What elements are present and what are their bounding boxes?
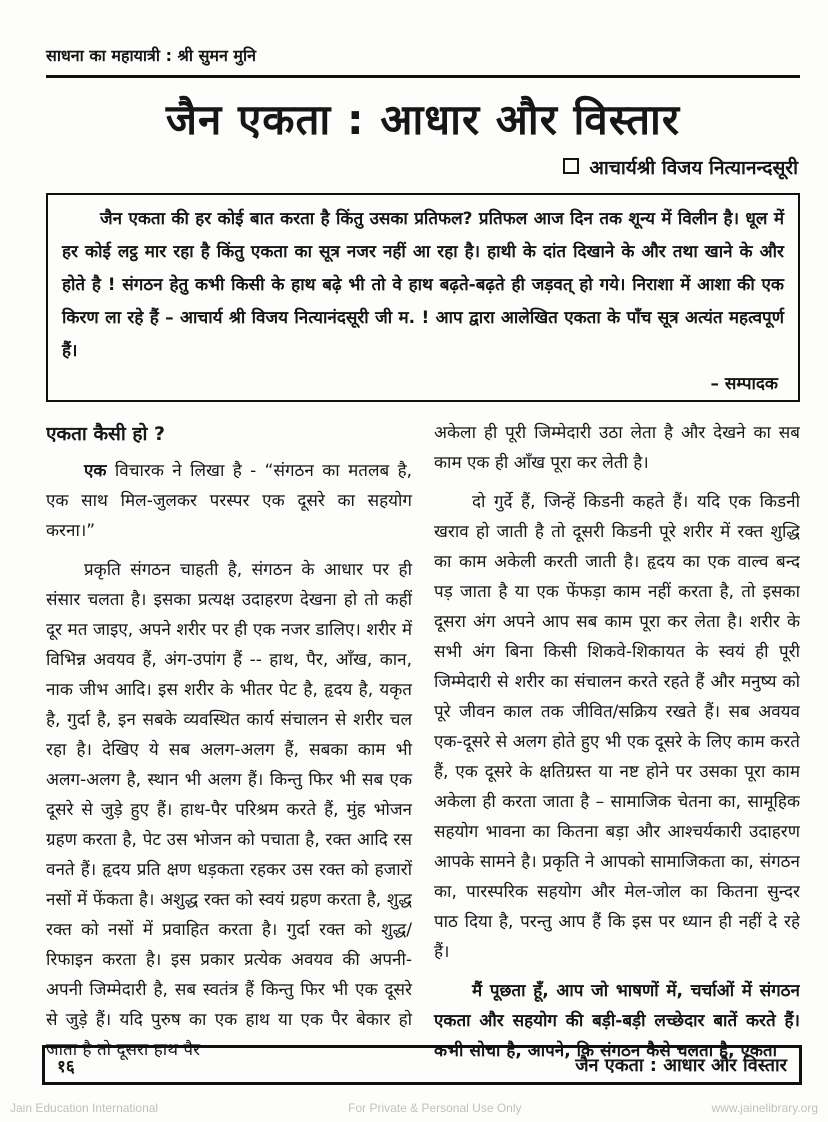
byline-author: आचार्यश्री विजय नित्यानन्दसूरी xyxy=(589,157,798,180)
right-column-paragraph-1: अकेला ही पूरी जिम्मेदारी उठा लेता है और देखने का सब काम एक ही आँख पूरा कर लेती है। xyxy=(434,423,800,474)
left-column-paragraph-2: प्रकृति संगठन चाहती है, संगठन के आधार पर ही संसार चलता है। इसका प्रत्यक्ष उदाहरण देखना हो तो कहीं दूर मत जाइए, अपने शरीर पर ही एक नजर डालिए। शरीर में विभिन्न अवयव हैं, अंग-उपांग हैं -- हाथ, पैर, आँख, कान, नाक जीभ आदि। इस शरीर के भीतर पेट है, हृदय है, यकृत है, गुर्दा है, इन सबके व्यवस्थित कार्य संचालन से शरीर चल रहा है। देखिए ये सब अलग-अलग हैं, सबका काम भी अलग-अलग है, स्थान भी अलग हैं। किन्तु फिर भी सब एक दूसरे से जुड़े हुए हैं। हाथ-पैर परिश्रम करते हैं, मुंह भोजन ग्रहण करता है, पेट उस भोजन को पचाता है, रक्त आदि रस वनते हैं। हृदय प्रति क्षण धड़कता रहकर उस रक्त को हजारों नसों में फेंकता है। अशुद्ध रक्त को स्वयं ग्रहण करता है, शुद्ध रक्त को नसों में प्रवाहित करता है। गुर्दा रक्त को शुद्ध/रिफाइन करता है। इस प्रकार प्रत्येक अवयव की अपनी-अपनी जिम्मेदारी है, सब स्वतंत्र हैं किन्तु फिर भी एक दूसरे से जुड़े हैं। यदि पुरुष का एक हाथ या एक पैर बेकार हो जाता है तो दूसरा हाथ पैर xyxy=(46,560,412,1061)
header-rule xyxy=(46,75,800,78)
scan-footer-left: Jain Education International xyxy=(10,1101,159,1115)
intro-box xyxy=(46,193,800,402)
intro-text: जैन एकता की हर कोई बात करता है किंतु उसका प्रतिफल? प्रतिफल आज दिन तक शून्य में विलीन है। धूल में हर कोई लट्ठ मार रहा है किंतु एकता का सूत्र नजर नहीं आ रहा है। हाथी के दांत दिखाने के और तथा खाने के और होते है ! संगठन हेतु कभी किसी के हाथ बढ़े भी तो वे हाथ बढ़ते-बढ़ते ही जड़वत् हो गये। निराशा में आशा की एक किरण ला रहे हैं – आचार्य श्री विजय नित्यानंदसूरी जी म. ! आप द्वारा आलेखित एकता के पाँच सूत्र अत्यंत महत्वपूर्ण हैं। xyxy=(62,209,784,362)
section-heading: एकता कैसी हो ? xyxy=(46,423,166,446)
intro-signoff: – सम्पादक xyxy=(710,374,778,395)
square-bullet-icon xyxy=(563,158,579,174)
footer-box xyxy=(42,1045,802,1085)
running-header: साधना का महायात्री : श्री सुमन मुनि xyxy=(46,46,257,65)
article-title: जैन एकता : आधार और विस्तार xyxy=(165,95,681,144)
byline xyxy=(46,154,800,180)
scan-footer-center: For Private & Personal Use Only xyxy=(348,1101,522,1115)
right-column-paragraph-2: दो गुर्दे हैं, जिन्हें किडनी कहते हैं। यदि एक किडनी खराव हो जाती है तो दूसरी किडनी पूरे शरीर में रक्त शुद्धि का काम अकेली करती जाती है। हृदय का एक वाल्व बन्द पड़ जाता है या एक फेंफड़ा काम नहीं करता है, तो इसका दूसरा अंग अपने आप सब काम पूरा कर लेता है। शरीर के सभी अंग बिना किसी शिकवे-शिकायत के स्वयं ही पूरी जिम्मेदारी से शरीर का संचालन करते रहते हैं और मनुष्य को पूरे जीवन काल तक जीवित/सक्रिय रखते हैं। सब अवयव एक-दूसरे से अलग होते हुए भी एक दूसरे के लिए काम करते हैं, एक दूसरे के क्षतिग्रस्त या नष्ट होने पर उसका पूरा काम अकेला ही करता जाता है – सामाजिक चेतना का, सामूहिक सहयोग भावना का कितना बड़ा और आश्चर्यकारी उदाहरण आपके सामने है। प्रकृति ने आपको सामाजिकता का, संगठन का, पारस्परिक सहयोग और मेल-जोल का कितना सुन्दर पाठ दिया है, परन्तु आप हैं कि इस पर ध्यान ही नहीं दे रहे हैं। xyxy=(434,492,800,963)
scan-footer-right: www.jainelibrary.org xyxy=(711,1101,818,1115)
scan-footer xyxy=(10,1101,818,1115)
page-number: १६ xyxy=(57,1056,75,1077)
footer-title: जैन एकता : आधार और विस्तार xyxy=(575,1055,787,1076)
right-column xyxy=(434,418,800,1082)
right-column-paragraph-3: मैं पूछता हूँ, आप जो भाषणों में, चर्चाओं में संगठन एकता और सहयोग की बड़ी-बड़ी लच्छेदार बातें करते हैं। कभी सोचा है, आपने, कि संगठन कैसे चलता है, एकता xyxy=(434,981,800,1062)
article-body xyxy=(46,418,800,1082)
paragraph-text: विचारक ने लिखा है - “संगठन का मतलब है, एक साथ मिल-जुलकर परस्पर एक दूसरे का सहयोग करना।” xyxy=(46,461,412,542)
paragraph-lead-word: एक xyxy=(84,461,107,482)
left-column xyxy=(46,418,412,1082)
left-column-paragraph-1 xyxy=(46,456,412,546)
